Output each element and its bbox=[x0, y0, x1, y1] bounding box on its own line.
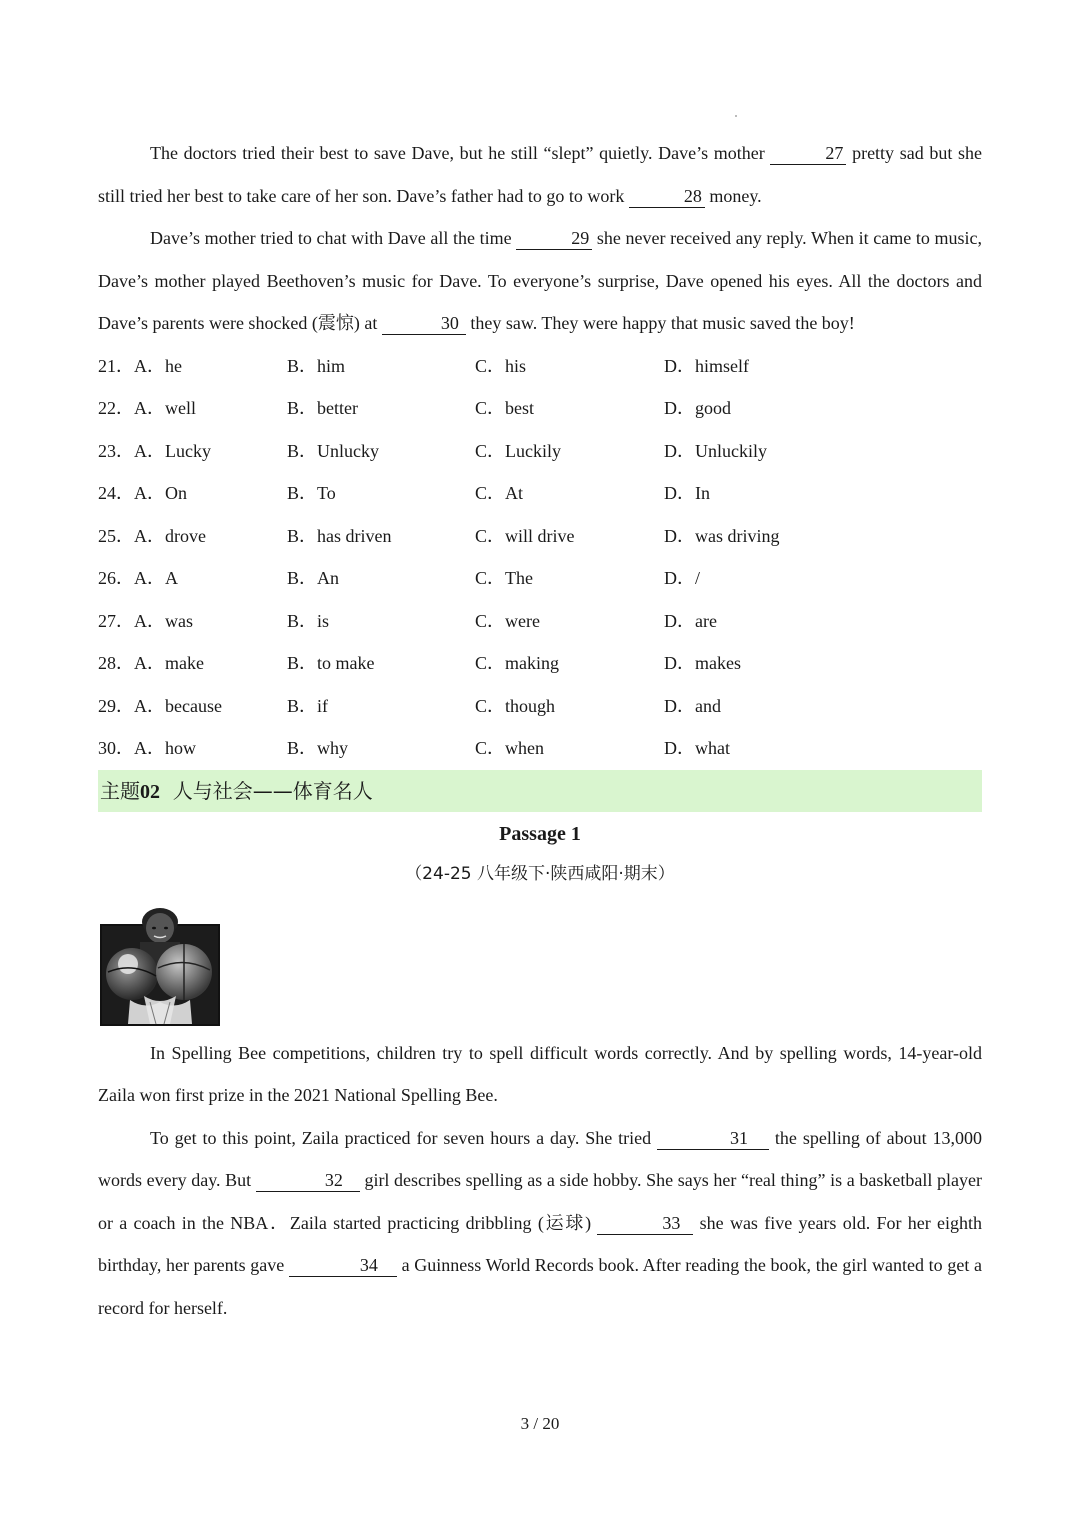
option-row bbox=[98, 430, 982, 473]
option-a: 23．A．Lucky bbox=[98, 440, 211, 461]
option-c: C．best bbox=[475, 398, 535, 418]
option-a: 28．A．make bbox=[98, 653, 204, 673]
option-c: C．when bbox=[475, 738, 544, 758]
option-row bbox=[98, 727, 982, 770]
top-paragraph-2: Dave’s mother tried to chat with Dave all the time 29 she never received any reply. When it came to music, Dave’s mother played Beethoven’s music for Dave. To everyone’s surprise, Dave opened his eyes. All the doctors and Dave’s parents were shocked (震惊) at 30 they saw. They were happy that music saved the boy! bbox=[98, 228, 982, 333]
option-c: C．will drive bbox=[475, 525, 575, 546]
option-a: 22．A．well bbox=[98, 398, 196, 418]
option-c: C．though bbox=[475, 695, 556, 716]
passage-source: （24-25 八年级下·陕西咸阳·期末） bbox=[405, 863, 675, 884]
option-b: B．Unlucky bbox=[287, 440, 379, 461]
page-content bbox=[98, 132, 982, 1329]
blank-31: 31 bbox=[657, 1128, 769, 1150]
passage-text-top bbox=[98, 132, 982, 345]
option-d: D．makes bbox=[664, 653, 741, 673]
option-b: B．him bbox=[287, 355, 346, 376]
passage-text-bottom bbox=[98, 1032, 982, 1330]
blank-28: 28 bbox=[629, 186, 705, 208]
option-b: B．has driven bbox=[287, 525, 392, 546]
option-d: D．Unluckily bbox=[664, 440, 767, 461]
option-d: D．In bbox=[664, 483, 710, 503]
option-d: D．himself bbox=[664, 355, 749, 376]
passage-title: Passage 1 bbox=[499, 822, 581, 845]
option-a: 27．A．was bbox=[98, 610, 193, 631]
options-list bbox=[98, 345, 982, 770]
option-b: B．to make bbox=[287, 653, 375, 673]
page-number: 3 / 20 bbox=[520, 1414, 560, 1433]
option-row bbox=[98, 600, 982, 643]
option-b: B．why bbox=[287, 738, 349, 758]
option-row bbox=[98, 642, 982, 685]
option-b: B．if bbox=[287, 695, 329, 716]
option-d: D．and bbox=[664, 695, 721, 716]
option-row bbox=[98, 685, 982, 728]
blank-32: 32 bbox=[256, 1170, 360, 1192]
option-row bbox=[98, 557, 982, 600]
option-d: D．good bbox=[664, 398, 731, 418]
option-a: 26．A．A bbox=[98, 568, 178, 588]
option-row bbox=[98, 472, 982, 515]
option-d: D．what bbox=[664, 738, 730, 758]
option-d: D．/ bbox=[664, 568, 700, 588]
option-a: 29．A．because bbox=[98, 695, 222, 716]
blank-34: 34 bbox=[289, 1255, 397, 1277]
option-row bbox=[98, 345, 982, 388]
option-row bbox=[98, 387, 982, 430]
top-paragraph-1: The doctors tried their best to save Dave, but he still “slept” quietly. Dave’s mother 27 pretty sad but she still tried her best to take care of her son. Dave’s father had to go to work 28 money. bbox=[98, 143, 982, 206]
option-c: C．were bbox=[475, 610, 540, 631]
option-a: 30．A．how bbox=[98, 738, 196, 758]
topic-prefix: 主题 bbox=[100, 778, 140, 803]
option-c: C．Luckily bbox=[475, 440, 561, 461]
option-c: C．his bbox=[475, 355, 527, 376]
option-d: D．are bbox=[664, 610, 717, 631]
girl-basketball-photo bbox=[100, 906, 220, 1026]
topic-header bbox=[98, 770, 982, 812]
topic-title: 人与社会——体育名人 bbox=[172, 778, 373, 803]
blank-30: 30 bbox=[382, 313, 466, 335]
option-d: D．was driving bbox=[664, 525, 780, 546]
option-a: 25．A．drove bbox=[98, 525, 206, 546]
option-b: B．An bbox=[287, 568, 340, 588]
option-b: B．is bbox=[287, 610, 330, 631]
topic-number: 02 bbox=[140, 780, 160, 803]
blank-27: 27 bbox=[770, 143, 846, 165]
bottom-paragraph-2: To get to this point, Zaila practiced for seven hours a day. She tried 31 the spelling of about 13,000 words every day. But 32 girl describes spelling as a side hobby. She says her “real thing” is a basketball player or a coach in the NBA．Zaila started practicing dribbling (运球) 33 she was five years old. For her eighth birthday, her parents gave 34 a Guinness World Records book. After reading the book, the girl wanted to get a record for herself. bbox=[98, 1127, 982, 1318]
option-b: B．better bbox=[287, 398, 358, 418]
scan-dot bbox=[735, 115, 737, 117]
option-c: C．At bbox=[475, 483, 524, 503]
blank-33: 33 bbox=[597, 1213, 693, 1235]
option-c: C．making bbox=[475, 653, 559, 673]
option-a: 24．A．On bbox=[98, 483, 187, 503]
blank-29: 29 bbox=[516, 228, 592, 250]
option-a: 21．A．he bbox=[98, 355, 182, 376]
option-b: B．To bbox=[287, 483, 336, 503]
bottom-paragraph-1: In Spelling Bee competitions, children try to spell difficult words correctly. And by spelling words, 14-year-old Zaila won first prize in the 2021 National Spelling Bee. bbox=[98, 1042, 982, 1105]
photo-image bbox=[100, 906, 220, 1026]
option-row bbox=[98, 515, 982, 558]
option-c: C．The bbox=[475, 568, 533, 588]
